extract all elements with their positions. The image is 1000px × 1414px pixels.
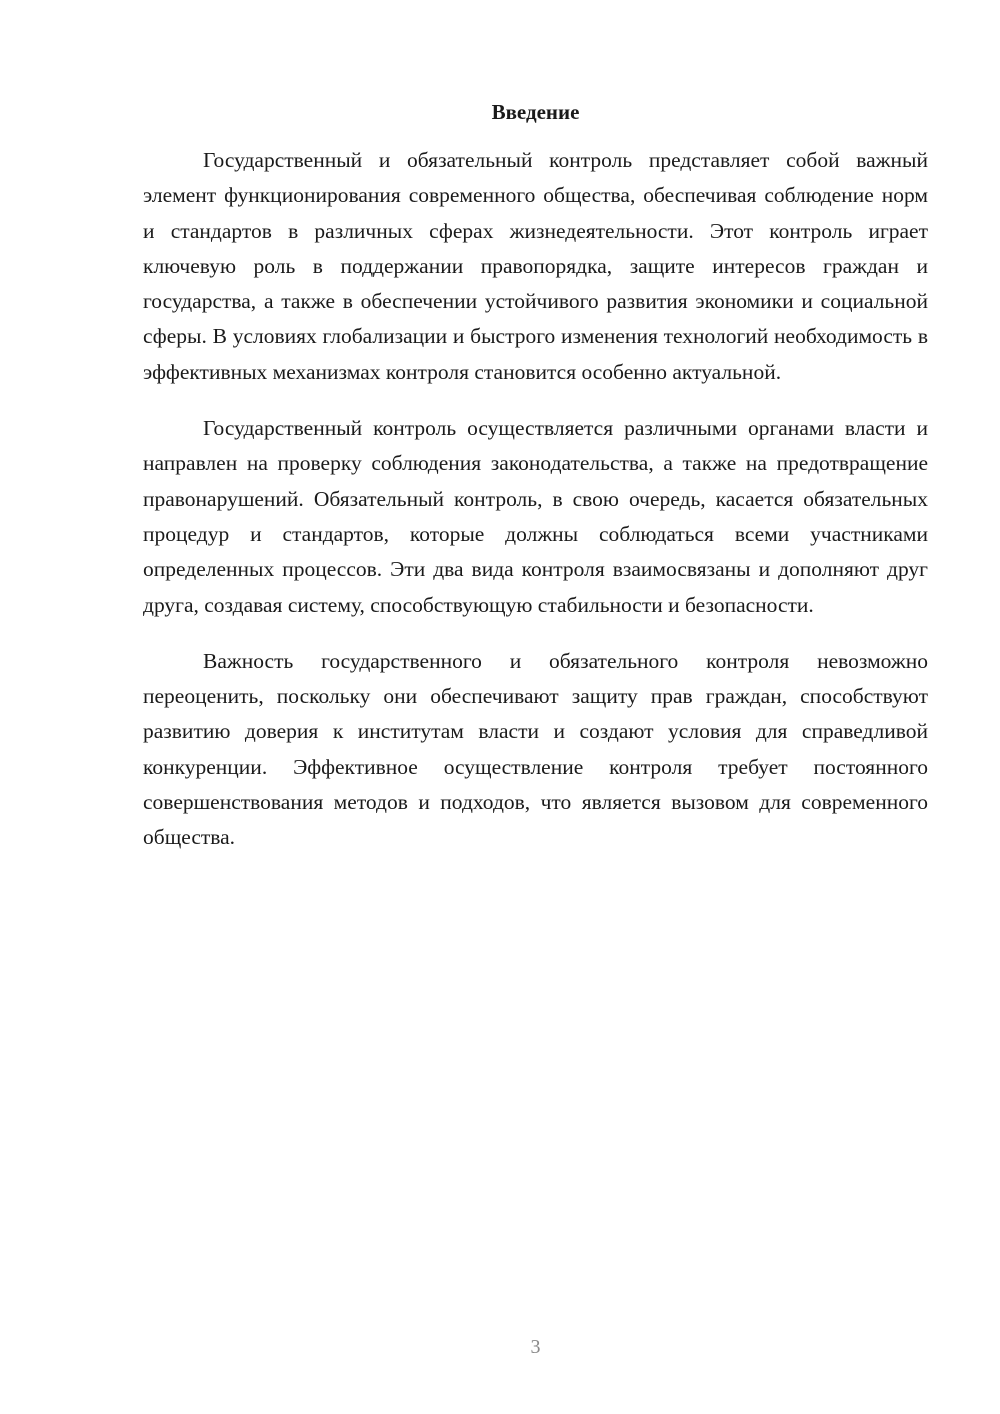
page-number: 3 (530, 1336, 541, 1358)
paragraph-3: Важность государственного и обязательного контроля невозможно переоценить, поскольку они обеспечивают защиту прав граждан, способствуют развитию доверия к институтам власти и создают условия для справедливой конкуренции. Эффективное осуществление контроля требует постоянного совершенствования методов и подходов, что является вызовом для современного общества. (143, 648, 928, 850)
paragraph-2: Государственный контроль осуществляется различными органами власти и направлен на проверку соблюдения законодательства, а также на предотвращение правонарушений. Обязательный контроль, в свою очередь, касается обязательных процедур и стандартов, которые должны соблюдаться всеми участниками определенных процессов. Эти два вида контроля взаимосвязаны и дополняют друг друга, создавая систему, способствующую стабильности и безопасности. (143, 416, 928, 617)
document-body (143, 143, 928, 877)
paragraph-1: Государственный и обязательный контроль представляет собой важный элемент функционирования современного общества, обеспечивая соблюдение норм и стандартов в различных сферах жизнедеятельности. Этот контроль играет ключевую роль в поддержании правопорядка, защите интересов граждан и государства, а также в обеспечении устойчивого развития экономики и социальной сферы. В условиях глобализации и быстрого изменения технологий необходимость в эффективных механизмах контроля становится особенно актуальной. (143, 148, 928, 384)
section-heading: Введение (491, 100, 580, 124)
